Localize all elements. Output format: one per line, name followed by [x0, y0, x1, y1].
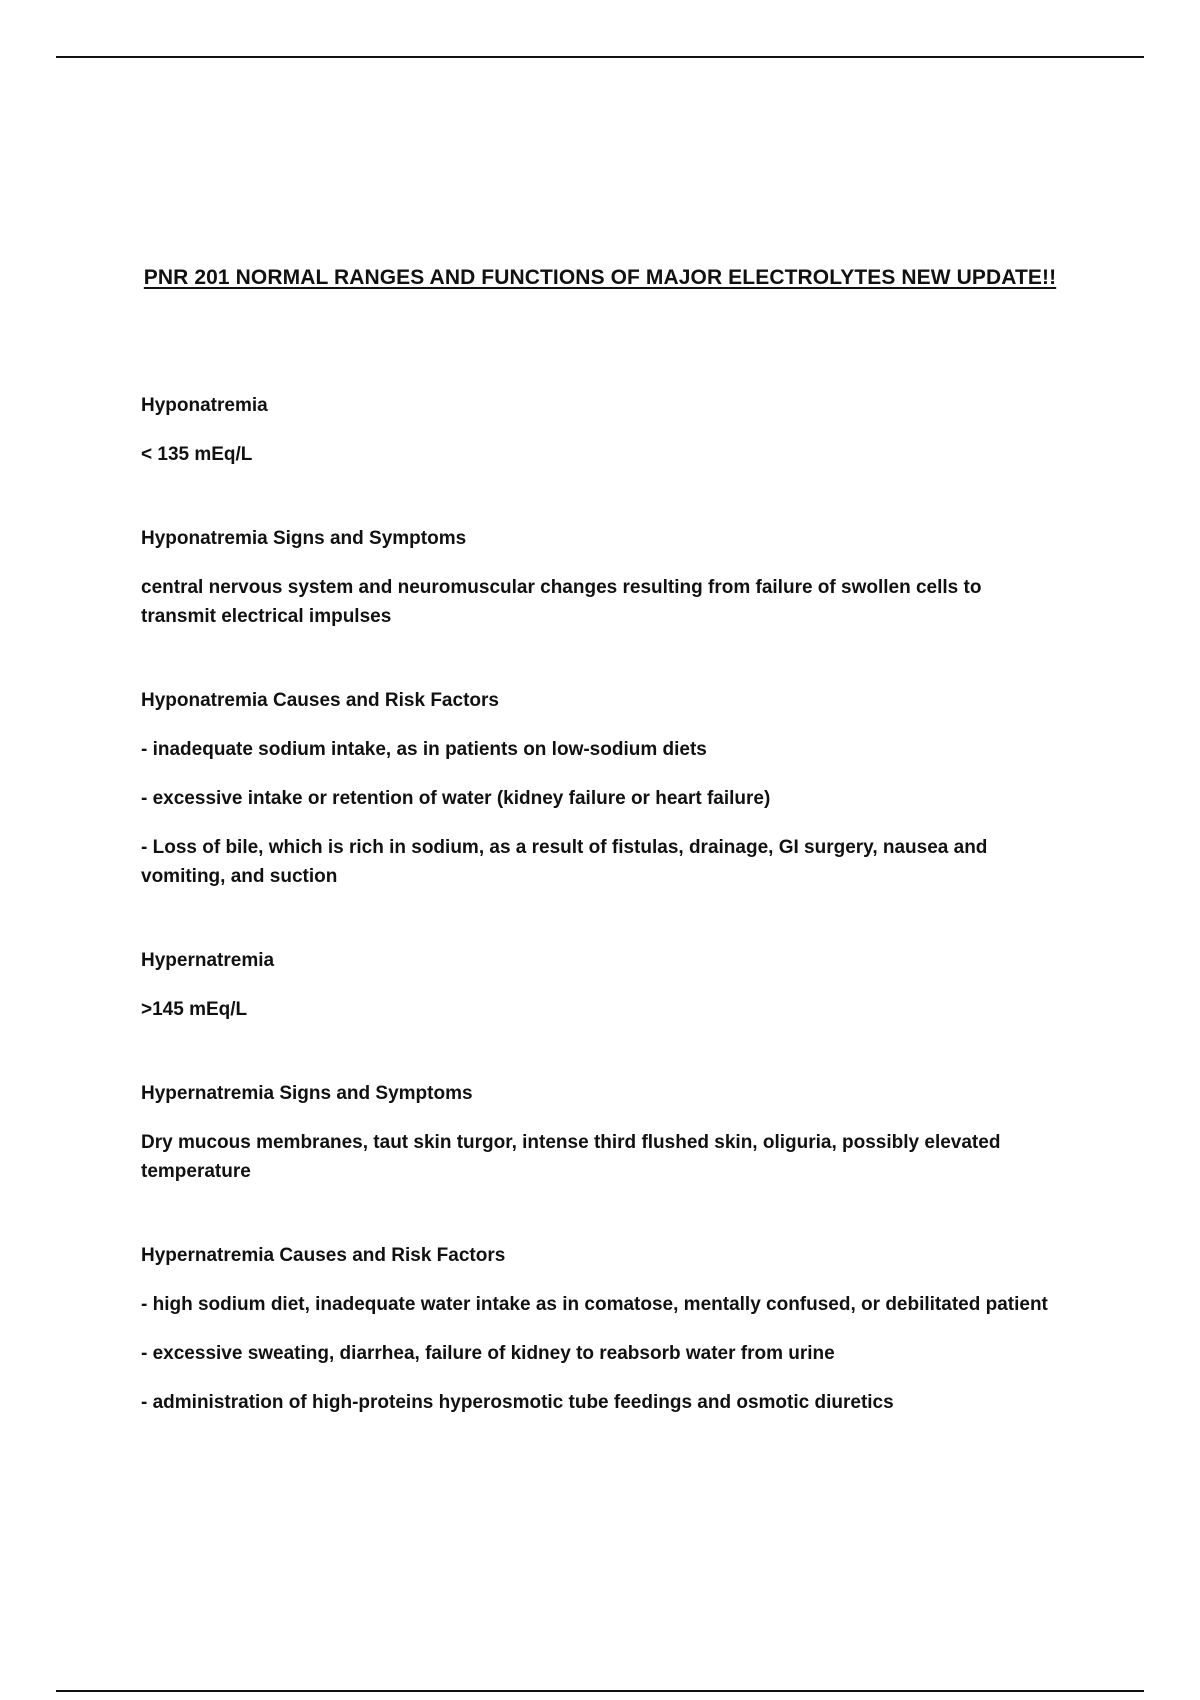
- section-paragraph: central nervous system and neuromuscular changes resulting from failure of swollen cells to transmit electrical impulses: [141, 577, 982, 627]
- bottom-rule: [56, 1690, 1144, 1692]
- section-paragraph: - administration of high-proteins hyperosmotic tube feedings and osmotic diuretics: [141, 1392, 894, 1413]
- section-paragraph: - excessive intake or retention of water (kidney failure or heart failure): [141, 788, 771, 809]
- section-heading: Hypernatremia Causes and Risk Factors: [141, 1245, 506, 1266]
- section-hypernatremia-causes: [141, 1242, 1061, 1417]
- top-rule: [56, 56, 1144, 58]
- section-heading: Hypernatremia: [141, 950, 275, 971]
- section-paragraph: < 135 mEq/L: [141, 444, 253, 465]
- section-heading: Hyponatremia: [141, 395, 268, 416]
- document-title: PNR 201 NORMAL RANGES AND FUNCTIONS OF MAJOR ELECTROLYTES NEW UPDATE!!: [143, 266, 1057, 289]
- section-heading: Hypernatremia Signs and Symptoms: [141, 1083, 473, 1104]
- document-body: [141, 392, 1061, 1473]
- section-hypernatremia-signs: [141, 1080, 1061, 1186]
- section-hypernatremia: [141, 947, 1061, 1024]
- section-paragraph: Dry mucous membranes, taut skin turgor, intense third flushed skin, oliguria, possibly elevated temperature: [141, 1132, 1001, 1182]
- section-heading: Hyponatremia Causes and Risk Factors: [141, 690, 499, 711]
- section-paragraph: - inadequate sodium intake, as in patients on low-sodium diets: [141, 739, 707, 760]
- section-heading: Hyponatremia Signs and Symptoms: [141, 528, 467, 549]
- section-paragraph: - high sodium diet, inadequate water intake as in comatose, mentally confused, or debilitated patient: [141, 1294, 1048, 1315]
- section-hyponatremia-causes: [141, 687, 1061, 891]
- section-paragraph: - Loss of bile, which is rich in sodium, as a result of fistulas, drainage, GI surgery, nausea and vomiting, and suction: [141, 837, 988, 887]
- section-paragraph: - excessive sweating, diarrhea, failure of kidney to reabsorb water from urine: [141, 1343, 835, 1364]
- section-paragraph: >145 mEq/L: [141, 999, 248, 1020]
- section-hyponatremia-signs: [141, 525, 1061, 631]
- section-hyponatremia: [141, 392, 1061, 469]
